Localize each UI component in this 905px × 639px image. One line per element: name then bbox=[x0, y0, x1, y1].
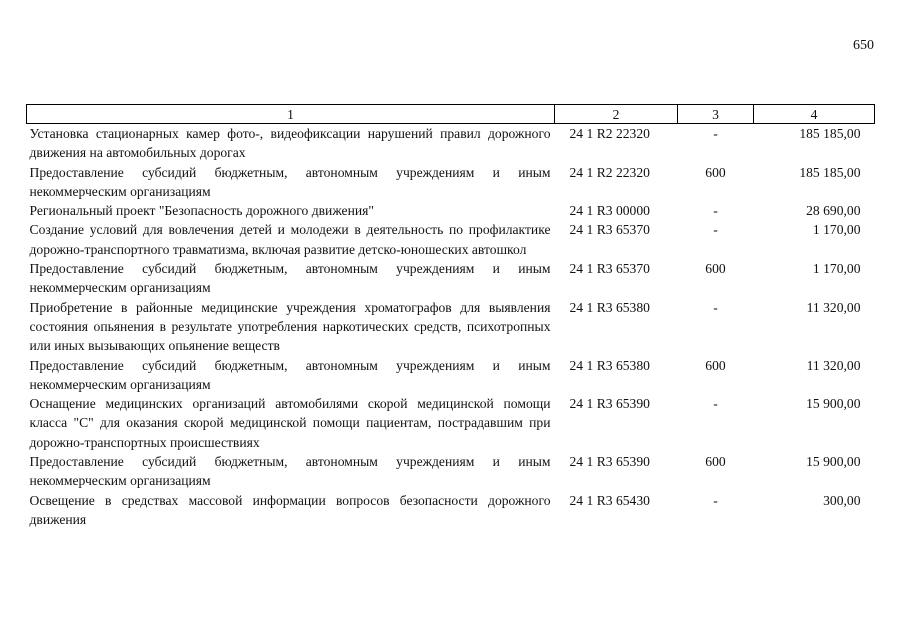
row-expense-type: 600 bbox=[705, 454, 726, 470]
row-expense-type: - bbox=[713, 492, 718, 508]
row-code: 24 1 R3 65430 bbox=[569, 492, 650, 508]
row-amount: 15 900,00 bbox=[806, 454, 861, 470]
row-name: Предоставление субсидий бюджетным, автономным учреждениям и иным некоммерческим организациям bbox=[29, 164, 551, 199]
table-row bbox=[27, 124, 875, 163]
row-code: 24 1 R3 65370 bbox=[569, 222, 650, 238]
row-name: Освещение в средствах массовой информации вопросов безопасности дорожного движения bbox=[29, 492, 551, 527]
row-amount: 11 320,00 bbox=[806, 299, 861, 315]
table-row bbox=[27, 220, 875, 259]
header-col-1: 1 bbox=[27, 105, 555, 124]
table-row bbox=[27, 298, 875, 356]
header-col-2: 2 bbox=[555, 105, 678, 124]
row-name: Предоставление субсидий бюджетным, автономным учреждениям и иным некоммерческим организациям bbox=[29, 454, 551, 489]
row-amount: 15 900,00 bbox=[806, 396, 861, 412]
row-amount: 1 170,00 bbox=[812, 222, 861, 238]
row-amount: 1 170,00 bbox=[812, 261, 861, 277]
table-row bbox=[27, 356, 875, 395]
header-col-4: 4 bbox=[754, 105, 875, 124]
budget-table bbox=[26, 104, 875, 529]
header-col-3: 3 bbox=[678, 105, 754, 124]
table-header bbox=[27, 105, 875, 124]
row-code: 24 1 R3 65380 bbox=[569, 299, 650, 315]
row-name: Предоставление субсидий бюджетным, автономным учреждениям и иным некоммерческим организациям bbox=[29, 357, 551, 392]
row-amount: 11 320,00 bbox=[806, 357, 861, 373]
row-code: 24 1 R3 00000 bbox=[569, 203, 650, 219]
row-name: Предоставление субсидий бюджетным, автономным учреждениям и иным некоммерческим организациям bbox=[29, 261, 551, 296]
row-amount: 185 185,00 bbox=[799, 126, 861, 141]
table-row bbox=[27, 201, 875, 220]
row-expense-type: - bbox=[713, 222, 718, 238]
row-code: 24 1 R2 22320 bbox=[569, 126, 650, 141]
row-expense-type: - bbox=[713, 396, 718, 412]
table-row bbox=[27, 163, 875, 202]
page-number: 650 bbox=[853, 38, 874, 53]
row-code: 24 1 R3 65380 bbox=[569, 357, 650, 373]
row-expense-type: - bbox=[713, 299, 718, 315]
table-row bbox=[27, 452, 875, 491]
row-name: Установка стационарных камер фото-, видеофиксации нарушений правил дорожного движения на автомобильных дорогах bbox=[29, 126, 551, 161]
row-code: 24 1 R3 65370 bbox=[569, 261, 650, 277]
table-row bbox=[27, 491, 875, 530]
row-code: 24 1 R2 22320 bbox=[569, 164, 650, 180]
row-code: 24 1 R3 65390 bbox=[569, 454, 650, 470]
row-expense-type: 600 bbox=[705, 164, 726, 180]
row-expense-type: - bbox=[713, 203, 718, 219]
row-amount: 28 690,00 bbox=[806, 203, 861, 219]
table-row bbox=[27, 259, 875, 298]
row-name: Приобретение в районные медицинские учреждения хроматографов для выявления состояния опьянения в результате употребления наркотических средств, психотропных или иных вызывающих опьянение веществ bbox=[29, 299, 551, 354]
table-row bbox=[27, 394, 875, 452]
row-code: 24 1 R3 65390 bbox=[569, 396, 650, 412]
row-expense-type: 600 bbox=[705, 261, 726, 277]
row-name: Создание условий для вовлечения детей и молодежи в деятельность по профилактике дорожно-транспортного травматизма, включая развитие детско-юношеских автошкол bbox=[29, 222, 551, 257]
row-expense-type: - bbox=[713, 126, 718, 141]
row-name: Региональный проект "Безопасность дорожного движения" bbox=[29, 203, 374, 219]
row-amount: 185 185,00 bbox=[799, 164, 861, 180]
row-name: Оснащение медицинских организаций автомобилями скорой медицинской помощи класса "С" для оказания скорой медицинской помощи пациентам, пострадавшим при дорожно-транспортных происшествиях bbox=[29, 396, 551, 450]
row-expense-type: 600 bbox=[705, 357, 726, 373]
row-amount: 300,00 bbox=[823, 492, 861, 508]
